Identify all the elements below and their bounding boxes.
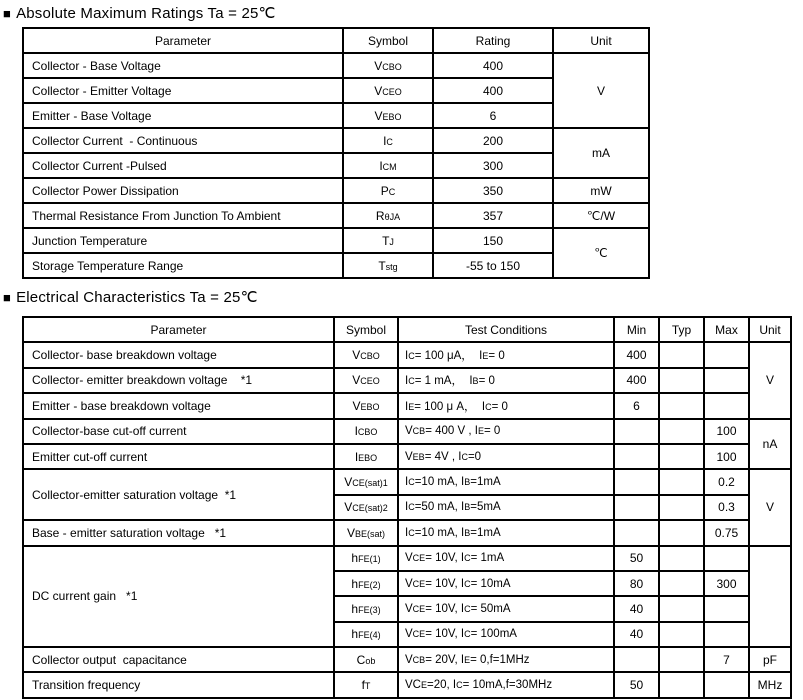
rating-cell: 6: [433, 103, 553, 128]
rating-cell: 200: [433, 128, 553, 153]
symbol-cell: VEBO: [334, 393, 398, 418]
section-title-text: Absolute Maximum Ratings Ta = 25℃: [16, 5, 276, 22]
test-conditions-cell: IC= 1 mA， IB= 0: [398, 368, 614, 393]
symbol-cell: hFE(1): [334, 546, 398, 571]
max-cell: 100: [704, 444, 749, 469]
typ-cell: [659, 571, 704, 596]
unit-cell: V: [749, 342, 791, 418]
table-row: [23, 520, 791, 545]
typ-cell: [659, 672, 704, 697]
col-header-unit: Unit: [749, 317, 791, 342]
table-row: [23, 53, 649, 78]
min-cell: 40: [614, 596, 659, 621]
test-conditions-cell: IC=10 mA, IB=1mA: [398, 520, 614, 545]
rating-cell: 357: [433, 203, 553, 228]
parameter-cell: Collector-emitter saturation voltage *1: [23, 469, 334, 520]
rating-cell: 400: [433, 78, 553, 103]
parameter-cell: Collector Power Dissipation: [23, 178, 343, 203]
symbol-cell: RθJA: [343, 203, 433, 228]
electrical-characteristics-table: [22, 316, 792, 699]
test-conditions-cell: VCE= 10V, IC= 50mA: [398, 596, 614, 621]
parameter-cell: Collector output capacitance: [23, 647, 334, 672]
symbol-cell: VCEO: [343, 78, 433, 103]
min-cell: [614, 520, 659, 545]
header-row: [23, 317, 791, 342]
col-header-min: Min: [614, 317, 659, 342]
typ-cell: [659, 419, 704, 444]
min-cell: 50: [614, 672, 659, 697]
max-cell: 100: [704, 419, 749, 444]
unit-cell: pF: [749, 647, 791, 672]
parameter-cell: Emitter - Base Voltage: [23, 103, 343, 128]
parameter-cell: Junction Temperature: [23, 228, 343, 253]
typ-cell: [659, 469, 704, 494]
parameter-cell: Collector Current - Continuous: [23, 128, 343, 153]
test-conditions-cell: VCE=20, IC= 10mA,f=30MHz: [398, 672, 614, 697]
parameter-cell: Collector - Base Voltage: [23, 53, 343, 78]
min-cell: [614, 647, 659, 672]
col-header-typ: Typ: [659, 317, 704, 342]
table-row: [23, 444, 791, 469]
typ-cell: [659, 647, 704, 672]
symbol-cell: Tstg: [343, 253, 433, 278]
min-cell: 50: [614, 546, 659, 571]
rating-cell: 350: [433, 178, 553, 203]
max-cell: [704, 622, 749, 647]
rating-cell: 300: [433, 153, 553, 178]
max-cell: [704, 596, 749, 621]
test-conditions-cell: IC=10 mA, IB=1mA: [398, 469, 614, 494]
table-row: [23, 203, 649, 228]
test-conditions-cell: VEB= 4V , IC=0: [398, 444, 614, 469]
parameter-cell: Base - emitter saturation voltage *1: [23, 520, 334, 545]
table-row: [23, 647, 791, 672]
typ-cell: [659, 622, 704, 647]
max-cell: 0.2: [704, 469, 749, 494]
test-conditions-cell: IE= 100 μ A， IC= 0: [398, 393, 614, 418]
unit-cell: nA: [749, 419, 791, 470]
col-header-symbol: Symbol: [343, 28, 433, 53]
unit-cell: ℃: [553, 228, 649, 278]
symbol-cell: VCEO: [334, 368, 398, 393]
symbol-cell: fT: [334, 672, 398, 697]
table-row: [23, 546, 791, 571]
parameter-cell: Storage Temperature Range: [23, 253, 343, 278]
max-cell: [704, 342, 749, 367]
unit-cell: MHz: [749, 672, 791, 697]
section-title-absolute-maximum-ratings: [3, 4, 276, 22]
parameter-cell: Collector - Emitter Voltage: [23, 78, 343, 103]
col-header-unit: Unit: [553, 28, 649, 53]
symbol-cell: VCBO: [334, 342, 398, 367]
section-title-text: Electrical Characteristics Ta = 25℃: [16, 289, 258, 306]
table-row: [23, 342, 791, 367]
max-cell: 7: [704, 647, 749, 672]
typ-cell: [659, 546, 704, 571]
min-cell: [614, 419, 659, 444]
symbol-cell: Cob: [334, 647, 398, 672]
rating-cell: -55 to 150: [433, 253, 553, 278]
parameter-cell: Collector-base cut-off current: [23, 419, 334, 444]
min-cell: 80: [614, 571, 659, 596]
table-row: [23, 178, 649, 203]
unit-cell: ℃/W: [553, 203, 649, 228]
table-row: [23, 393, 791, 418]
table-row: [23, 672, 791, 697]
max-cell: [704, 672, 749, 697]
parameter-cell: DC current gain *1: [23, 546, 334, 648]
max-cell: [704, 368, 749, 393]
test-conditions-cell: IC= 100 μA， IE= 0: [398, 342, 614, 367]
test-conditions-cell: VCB= 400 V , IE= 0: [398, 419, 614, 444]
table-row: [23, 419, 791, 444]
parameter-cell: Transition frequency: [23, 672, 334, 697]
max-cell: 0.75: [704, 520, 749, 545]
absolute-maximum-ratings-table: [22, 27, 650, 279]
parameter-cell: Collector- base breakdown voltage: [23, 342, 334, 367]
test-conditions-cell: VCE= 10V, IC= 1mA: [398, 546, 614, 571]
symbol-cell: ICM: [343, 153, 433, 178]
col-header-parameter: Parameter: [23, 317, 334, 342]
max-cell: 300: [704, 571, 749, 596]
symbol-cell: PC: [343, 178, 433, 203]
header-row: [23, 28, 649, 53]
min-cell: [614, 495, 659, 520]
rating-cell: 400: [433, 53, 553, 78]
symbol-cell: IC: [343, 128, 433, 153]
test-conditions-cell: IC=50 mA, IB=5mA: [398, 495, 614, 520]
table-row: [23, 128, 649, 153]
rating-cell: 150: [433, 228, 553, 253]
parameter-cell: Collector- emitter breakdown voltage *1: [23, 368, 334, 393]
section-marker-icon: ■: [3, 290, 12, 305]
unit-cell: V: [553, 53, 649, 128]
typ-cell: [659, 368, 704, 393]
col-header-parameter: Parameter: [23, 28, 343, 53]
col-header-test-conditions: Test Conditions: [398, 317, 614, 342]
typ-cell: [659, 520, 704, 545]
symbol-cell: IEBO: [334, 444, 398, 469]
section-title-electrical-characteristics: [3, 288, 258, 306]
max-cell: [704, 393, 749, 418]
symbol-cell: VBE(sat): [334, 520, 398, 545]
table-row: [23, 469, 791, 494]
symbol-cell: ICBO: [334, 419, 398, 444]
symbol-cell: TJ: [343, 228, 433, 253]
typ-cell: [659, 495, 704, 520]
parameter-cell: Emitter cut-off current: [23, 444, 334, 469]
unit-cell: mA: [553, 128, 649, 178]
symbol-cell: VCE(sat)2: [334, 495, 398, 520]
test-conditions-cell: VCE= 10V, IC= 100mA: [398, 622, 614, 647]
parameter-cell: Collector Current -Pulsed: [23, 153, 343, 178]
min-cell: [614, 444, 659, 469]
min-cell: 40: [614, 622, 659, 647]
min-cell: [614, 469, 659, 494]
parameter-cell: Thermal Resistance From Junction To Ambient: [23, 203, 343, 228]
unit-cell: V: [749, 469, 791, 545]
test-conditions-cell: VCE= 10V, IC= 10mA: [398, 571, 614, 596]
symbol-cell: hFE(4): [334, 622, 398, 647]
min-cell: 400: [614, 368, 659, 393]
typ-cell: [659, 342, 704, 367]
col-header-max: Max: [704, 317, 749, 342]
typ-cell: [659, 444, 704, 469]
max-cell: 0.3: [704, 495, 749, 520]
min-cell: 400: [614, 342, 659, 367]
col-header-rating: Rating: [433, 28, 553, 53]
parameter-cell: Emitter - base breakdown voltage: [23, 393, 334, 418]
table-row: [23, 368, 791, 393]
symbol-cell: VCBO: [343, 53, 433, 78]
unit-cell: mW: [553, 178, 649, 203]
typ-cell: [659, 596, 704, 621]
typ-cell: [659, 393, 704, 418]
col-header-symbol: Symbol: [334, 317, 398, 342]
table-row: [23, 228, 649, 253]
unit-cell: [749, 546, 791, 648]
test-conditions-cell: VCB= 20V, IE= 0,f=1MHz: [398, 647, 614, 672]
symbol-cell: VCE(sat)1: [334, 469, 398, 494]
section-marker-icon: ■: [3, 6, 12, 21]
symbol-cell: VEBO: [343, 103, 433, 128]
symbol-cell: hFE(3): [334, 596, 398, 621]
symbol-cell: hFE(2): [334, 571, 398, 596]
max-cell: [704, 546, 749, 571]
min-cell: 6: [614, 393, 659, 418]
